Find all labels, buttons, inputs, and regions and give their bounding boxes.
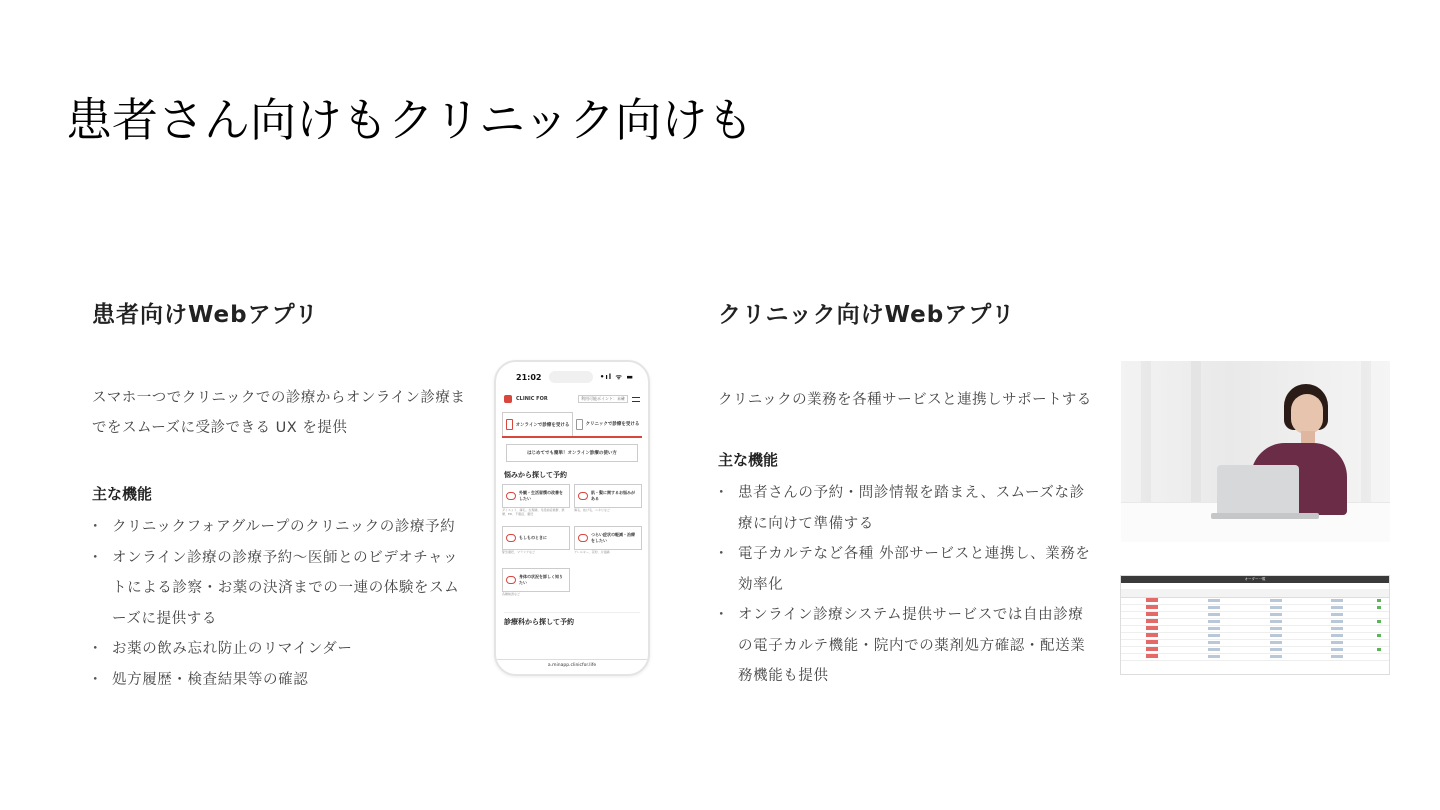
clinic-app-description: クリニックの業務を各種サービスと連携しサポートする <box>718 392 1092 408</box>
clinic-features-list <box>718 478 1098 692</box>
laptop-base <box>1211 513 1319 519</box>
patient-app-section <box>92 296 472 695</box>
list-item: ・ 電子カルテなど各種 外部サービスと連携し、業務を効率化 <box>718 539 1098 600</box>
clinic-app-section <box>718 296 1098 692</box>
phone-app-bar <box>496 392 648 406</box>
person-icon <box>506 534 516 542</box>
list-item: ・ 処方履歴・検査結果等の確認 <box>92 665 472 696</box>
card-label: 外観・生活習慣の改善をしたい <box>519 490 563 501</box>
card-note: 薄毛、抜け毛、ニキビなど <box>574 508 611 512</box>
list-item <box>502 568 570 606</box>
list-item: ・ オンライン診療の診療予約〜医師とのビデオチャットによる診察・お薬の決済までの一連の体験をスムーズに提供する <box>92 543 472 635</box>
tab-online <box>502 412 573 436</box>
concern-card <box>574 526 642 550</box>
tab-clinic <box>573 412 642 436</box>
card-note: 緊急避妊、マラリアなど <box>502 550 536 554</box>
phone-tabs <box>502 412 642 438</box>
department-section-title: 診療科から探して予約 <box>504 612 640 627</box>
clinic-logo-icon <box>504 395 512 403</box>
signal-battery-icon: •ıl ᯤ ▬ <box>599 372 634 381</box>
table-row <box>1121 632 1389 639</box>
tab-online-label: オンラインで診療を受ける <box>515 422 570 428</box>
table-row <box>1121 618 1389 625</box>
phone-time: 21:02 <box>516 372 542 382</box>
table-row <box>1121 611 1389 618</box>
phone-mockup <box>494 360 650 676</box>
patient-app-description: スマホ一つでクリニックでの診療からオンライン診療までをスムーズに受診できる UX を提供 <box>92 390 466 436</box>
person-icon <box>506 492 516 500</box>
doctor-laptop-photo <box>1121 361 1390 542</box>
smartphone-icon <box>506 419 513 430</box>
table-row <box>1121 625 1389 632</box>
list-item <box>502 484 570 522</box>
laptop-icon <box>1217 465 1299 517</box>
table-row <box>1121 639 1389 646</box>
card-label: 肌・髪に関するお悩みがある <box>591 490 635 501</box>
list-item <box>574 526 642 564</box>
person-icon <box>506 576 516 584</box>
list-item <box>574 484 642 522</box>
card-note: アレルギー、花粉、片頭痛 <box>574 550 610 554</box>
card-label: もしものときに <box>519 535 547 540</box>
building-icon <box>576 419 583 430</box>
clinic-admin-screenshot <box>1120 575 1390 675</box>
table-row <box>1121 597 1389 604</box>
concern-section-title: 悩みから探して予約 <box>504 471 567 479</box>
slide-title: 患者さん向けもクリニック向けも <box>66 93 754 147</box>
patient-app-heading: 患者向けWebアプリ <box>92 302 319 328</box>
phone-status-bar <box>496 362 648 392</box>
list-item: ・ オンライン診療システム提供サービスでは自由診療の電子カルテ機能・院内での薬剤処方確認・配送業務機能も提供 <box>718 600 1098 692</box>
clinic-features-heading: 主な機能 <box>718 451 779 469</box>
tab-clinic-label: クリニックで診療を受ける <box>585 422 640 427</box>
table-row <box>1121 646 1389 653</box>
doctor-face <box>1291 394 1323 434</box>
dynamic-island <box>549 371 593 383</box>
list-item: ・ お薬の飲み忘れ防止のリマインダー <box>92 634 472 665</box>
admin-table <box>1121 589 1389 661</box>
availability-badge: 利用可能ポイント：未確 <box>578 395 628 403</box>
table-row <box>1121 604 1389 611</box>
clinic-app-heading: クリニック向けWebアプリ <box>718 302 1016 328</box>
howto-button: はじめてでも簡単！オンライン診療の使い方 <box>506 444 638 462</box>
list-item: ・ クリニックフォアグループのクリニックの診療予約 <box>92 512 472 543</box>
phone-url-bar: a.minapp.clinicfor.life <box>496 659 648 668</box>
concern-card <box>574 484 642 508</box>
person-icon <box>578 492 588 500</box>
concern-card <box>502 568 570 592</box>
table-row <box>1121 589 1389 597</box>
person-icon <box>578 534 588 542</box>
table-row <box>1121 653 1389 660</box>
brand-name: CLINIC FOR <box>516 396 548 402</box>
card-label: つらい症状の軽減・治療をしたい <box>591 532 635 543</box>
concern-cards-grid <box>502 484 642 606</box>
concern-card <box>502 484 570 508</box>
patient-features-list <box>92 512 472 695</box>
hamburger-menu-icon <box>632 397 640 402</box>
patient-features-heading: 主な機能 <box>92 485 153 503</box>
card-label: 身体の状況を詳しく知りたい <box>519 574 563 585</box>
card-note: 各種検査など <box>502 592 521 596</box>
admin-header-bar: オーダー一覧 <box>1121 576 1389 583</box>
card-note: ダイエット、薄毛、生理痛、月経前症候群、禁煙、ED、不眠症、避妊 <box>502 508 565 516</box>
list-item <box>502 526 570 564</box>
concern-card <box>502 526 570 550</box>
list-item: ・ 患者さんの予約・問診情報を踏まえ、スムーズな診療に向けて準備する <box>718 478 1098 539</box>
